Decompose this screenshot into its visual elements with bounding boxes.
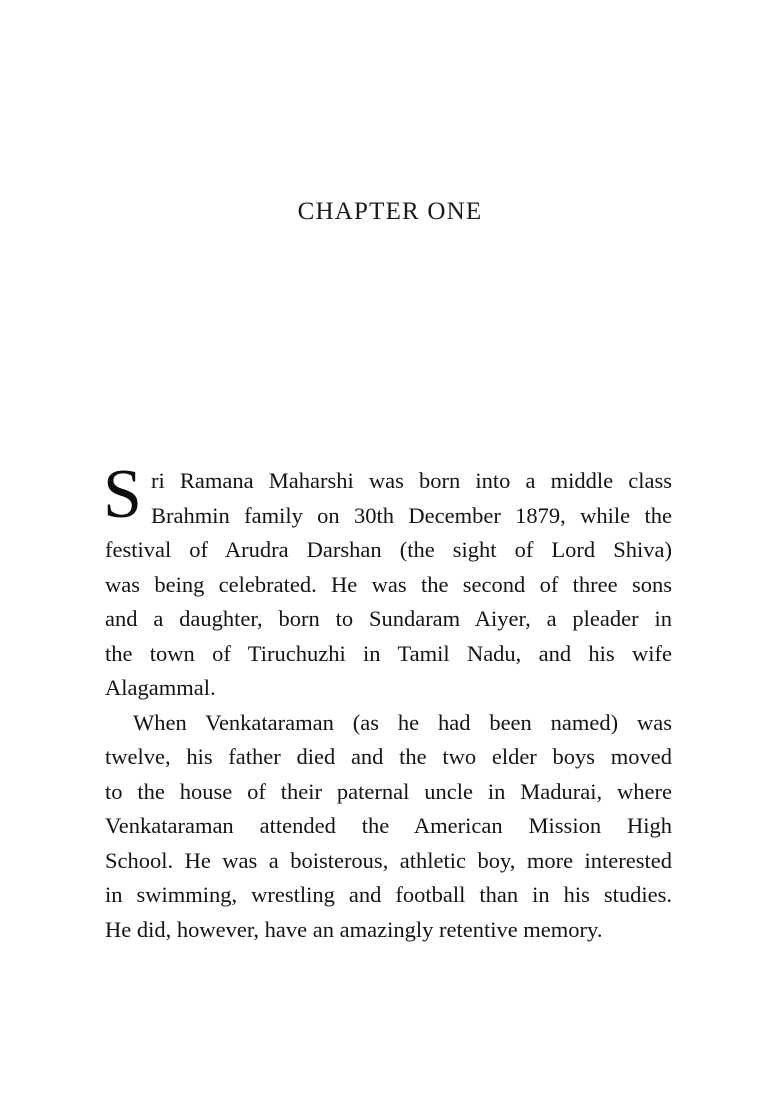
text-line: the town of Tiruchuzhi in Tamil Nadu, and his wife: [105, 640, 672, 666]
text-line: in swimming, wrestling and football than in his studies.: [105, 882, 672, 907]
text-line: He did, however, have an amazingly retentive memory.: [105, 916, 603, 942]
drop-cap: S: [103, 456, 142, 533]
text-line: to the house of their paternal uncle in Madurai, where: [105, 778, 672, 804]
text-line: Alagammal.: [105, 675, 216, 700]
text-line: and a daughter, born to Sundaram Aiyer, a pleader in: [105, 606, 672, 631]
text-line: festival of Arudra Darshan (the sight of Lord Shiva): [105, 537, 672, 562]
text-line: was being celebrated. He was the second of three sons: [105, 571, 672, 597]
text-line: ri Ramana Maharshi was born into a middle class: [151, 468, 672, 493]
text-line: School. He was a boisterous, athletic boy, more interested: [105, 847, 672, 873]
text-line: Brahmin family on 30th December 1879, while the: [151, 502, 672, 528]
text-line: twelve, his father died and the two elder boys moved: [105, 744, 672, 769]
chapter-title: CHAPTER ONE: [297, 198, 483, 225]
text-line: Venkataraman attended the American Mission High: [105, 813, 672, 838]
text-line: When Venkataraman (as he had been named) was: [133, 709, 672, 735]
